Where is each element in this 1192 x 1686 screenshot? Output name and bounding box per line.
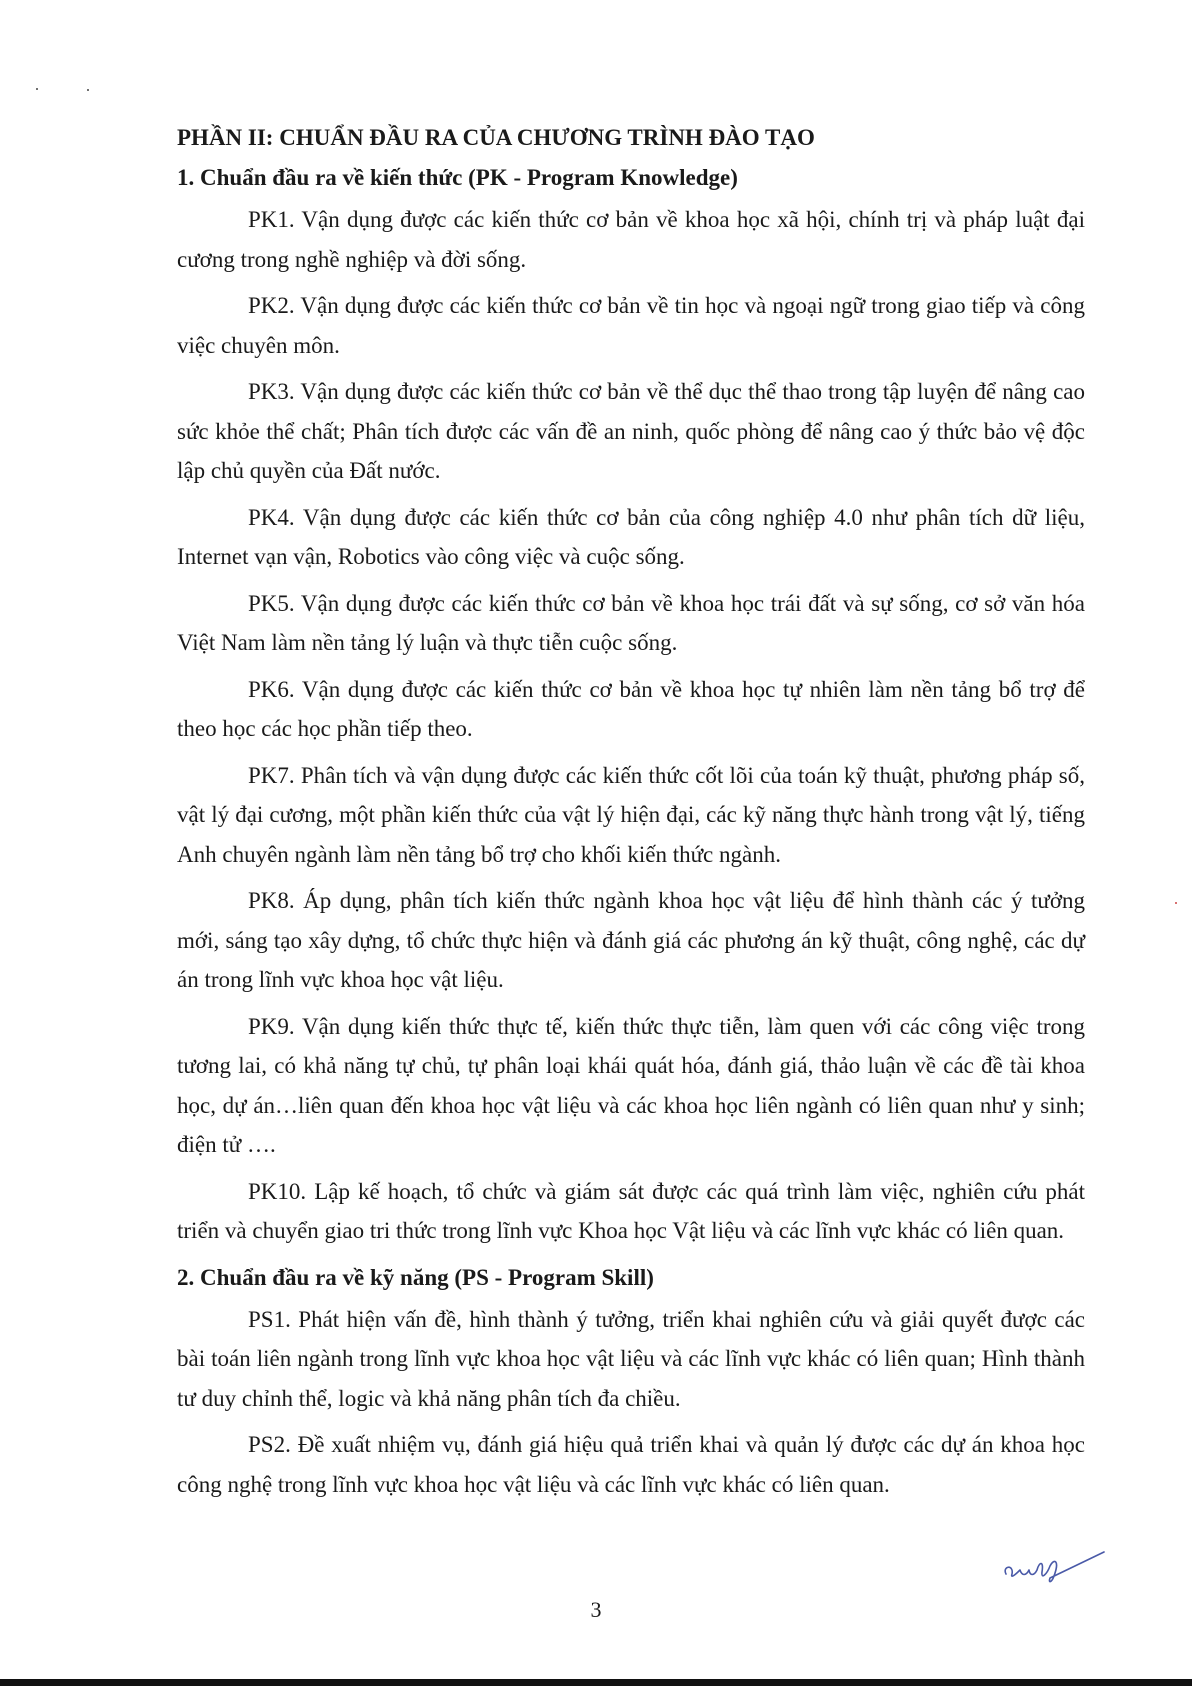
outcome-pk6: PK6. Vận dụng được các kiến thức cơ bản về khoa học tự nhiên làm nền tảng bổ trợ để theo học các học phần tiếp theo. [177, 676, 1085, 741]
outcome-pk3: PK3. Vận dụng được các kiến thức cơ bản về thể dục thể thao trong tập luyện để nâng cao sức khỏe thể chất; Phân tích được các vấn đề an ninh, quốc phòng để nâng cao ý thức bảo vệ độc lập chủ quyền của Đất nước. [177, 379, 1085, 483]
outcome-ps2: PS2. Đề xuất nhiệm vụ, đánh giá hiệu quả triển khai và quản lý được các dự án khoa học công nghệ trong lĩnh vực khoa học vật liệu và các lĩnh vực khác có liên quan. [177, 1432, 1085, 1497]
scan-speck [1175, 902, 1177, 904]
section-title-skill: 2. Chuẩn đầu ra về kỹ năng (PS - Program Skill) [177, 1264, 654, 1290]
document-body [177, 118, 1085, 1511]
outcome-pk4: PK4. Vận dụng được các kiến thức cơ bản của công nghiệp 4.0 như phân tích dữ liệu, Internet vạn vận, Robotics vào công việc và cuộc sống. [177, 504, 1085, 569]
outcome-pk7: PK7. Phân tích và vận dụng được các kiến thức cốt lõi của toán kỹ thuật, phương pháp số, vật lý đại cương, một phần kiến thức của vật lý hiện đại, các kỹ năng thực hành trong vật lý, tiếng Anh chuyên ngành làm nền tảng bổ trợ cho khối kiến thức ngành. [177, 762, 1085, 867]
outcome-pk10: PK10. Lập kế hoạch, tổ chức và giám sát được các quá trình làm việc, nghiên cứu phát triển và chuyển giao tri thức trong lĩnh vực Khoa học Vật liệu và các lĩnh vực khác có liên quan. [177, 1178, 1085, 1243]
outcome-pk2: PK2. Vận dụng được các kiến thức cơ bản về tin học và ngoại ngữ trong giao tiếp và công việc chuyên môn. [177, 293, 1085, 358]
signature-initials [1000, 1550, 1110, 1590]
scan-speck [36, 88, 38, 90]
scan-border [0, 1679, 1192, 1686]
scan-speck [87, 89, 89, 91]
outcome-pk1: PK1. Vận dụng được các kiến thức cơ bản về khoa học xã hội, chính trị và pháp luật đại cương trong nghề nghiệp và đời sống. [177, 207, 1085, 272]
page-number: 3 [590, 1597, 602, 1622]
outcome-pk8: PK8. Áp dụng, phân tích kiến thức ngành khoa học vật liệu để hình thành các ý tưởng mới, sáng tạo xây dựng, tổ chức thực hiện và đánh giá các phương án kỹ thuật, công nghệ, các dự án trong lĩnh vực khoa học vật liệu. [177, 888, 1085, 992]
section-title-knowledge: 1. Chuẩn đầu ra về kiến thức (PK - Program Knowledge) [177, 165, 738, 190]
part-title: PHẦN II: CHUẨN ĐẦU RA CỦA CHƯƠNG TRÌNH ĐÀO TẠO [177, 125, 815, 150]
outcome-pk9: PK9. Vận dụng kiến thức thực tế, kiến thức thực tiễn, làm quen với các công việc trong tương lai, có khả năng tự chủ, tự phân loại khái quát hóa, đánh giá, thảo luận về các đề tài khoa học, dự án…liên quan đến khoa học vật liệu và các khoa học liên ngành có liên quan như y sinh; điện tử …. [177, 1013, 1085, 1157]
outcome-ps1: PS1. Phát hiện vấn đề, hình thành ý tưởng, triển khai nghiên cứu và giải quyết được các bài toán liên ngành trong lĩnh vực khoa học vật liệu và các lĩnh vực khác có liên quan; Hình thành tư duy chỉnh thể, logic và khả năng phân tích đa chiều. [177, 1306, 1085, 1411]
outcome-pk5: PK5. Vận dụng được các kiến thức cơ bản về khoa học trái đất và sự sống, cơ sở văn hóa Việt Nam làm nền tảng lý luận và thực tiễn cuộc sống. [177, 590, 1085, 655]
